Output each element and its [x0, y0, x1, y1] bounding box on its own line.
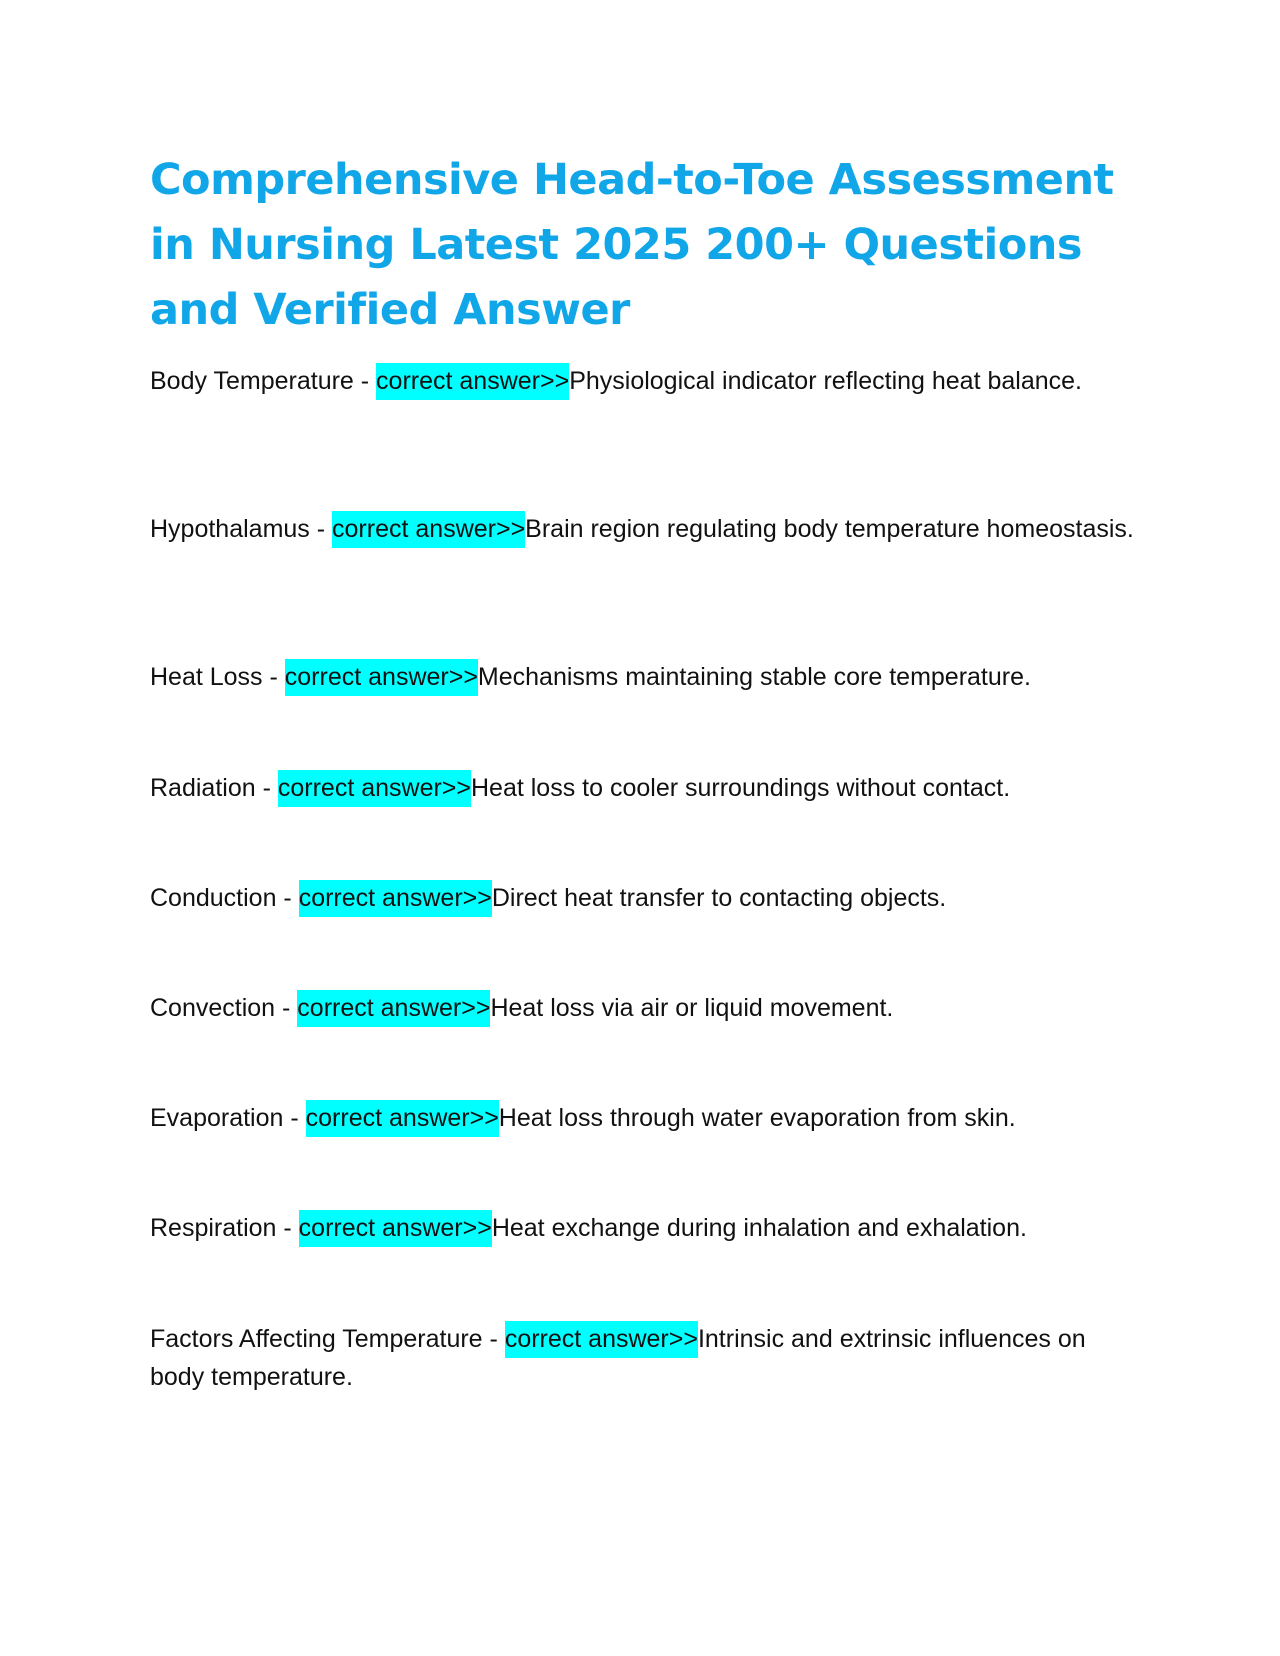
- answer-highlight: correct answer>>: [278, 770, 471, 807]
- entry-evaporation: [150, 1099, 1140, 1137]
- entry-term: Convection: [150, 994, 276, 1022]
- answer-highlight: correct answer>>: [376, 363, 569, 400]
- entry-separator: -: [262, 663, 285, 691]
- answer-highlight: correct answer>>: [306, 1100, 499, 1137]
- answer-highlight: correct answer>>: [297, 990, 490, 1027]
- entry-definition: Heat exchange during inhalation and exhalation.: [491, 1214, 1027, 1242]
- entry-separator: -: [353, 367, 377, 395]
- entry-convection: [150, 989, 1140, 1027]
- entry-separator: -: [275, 994, 298, 1022]
- answer-highlight: correct answer>>: [332, 511, 525, 548]
- entry-heat-loss: [150, 658, 1140, 696]
- answer-highlight: correct answer>>: [299, 1210, 492, 1247]
- answer-highlight: correct answer>>: [505, 1321, 698, 1358]
- entry-term: Factors Affecting Temperature: [150, 1325, 483, 1353]
- entry-definition: Physiological indicator reflecting heat balance.: [569, 367, 1082, 395]
- entry-term: Conduction: [150, 884, 277, 912]
- entry-separator: -: [482, 1325, 505, 1353]
- entry-separator: -: [276, 884, 299, 912]
- entry-definition: Mechanisms maintaining stable core temperature.: [477, 663, 1031, 691]
- entry-conduction: [150, 879, 1140, 917]
- entry-term: Respiration: [150, 1214, 277, 1242]
- answer-highlight: correct answer>>: [285, 659, 478, 696]
- entry-definition: Heat loss through water evaporation from skin.: [498, 1104, 1016, 1132]
- entry-definition: Heat loss to cooler surroundings without contact.: [471, 774, 1011, 802]
- entry-separator: -: [309, 515, 333, 543]
- entry-term: Evaporation: [150, 1104, 284, 1132]
- entry-factors-affecting-temperature: [150, 1320, 1140, 1396]
- entry-term: Heat Loss: [150, 663, 263, 691]
- document-title: Comprehensive Head-to-Toe Assessment in Nursing Latest 2025 200+ Questions and Verified Answer: [150, 155, 1114, 335]
- entry-separator: -: [283, 1104, 306, 1132]
- entry-term: Hypothalamus: [150, 515, 310, 543]
- answer-highlight: correct answer>>: [299, 880, 492, 917]
- entry-definition: Direct heat transfer to contacting objects.: [491, 884, 947, 912]
- entry-separator: -: [276, 1214, 299, 1242]
- entry-hypothalamus: [150, 510, 1140, 548]
- entry-respiration: [150, 1209, 1140, 1247]
- entry-separator: -: [255, 774, 278, 802]
- entry-body-temperature: [150, 362, 1140, 400]
- entry-radiation: [150, 769, 1140, 807]
- document-page: [150, 148, 1150, 343]
- entry-term: Body Temperature: [150, 367, 354, 395]
- entry-term: Radiation: [150, 774, 256, 802]
- entry-definition: Intrinsic and extrinsic influences on body temperature.: [150, 1325, 1086, 1391]
- entry-definition: Heat loss via air or liquid movement.: [490, 994, 894, 1022]
- entry-definition: Brain region regulating body temperature homeostasis.: [525, 515, 1134, 543]
